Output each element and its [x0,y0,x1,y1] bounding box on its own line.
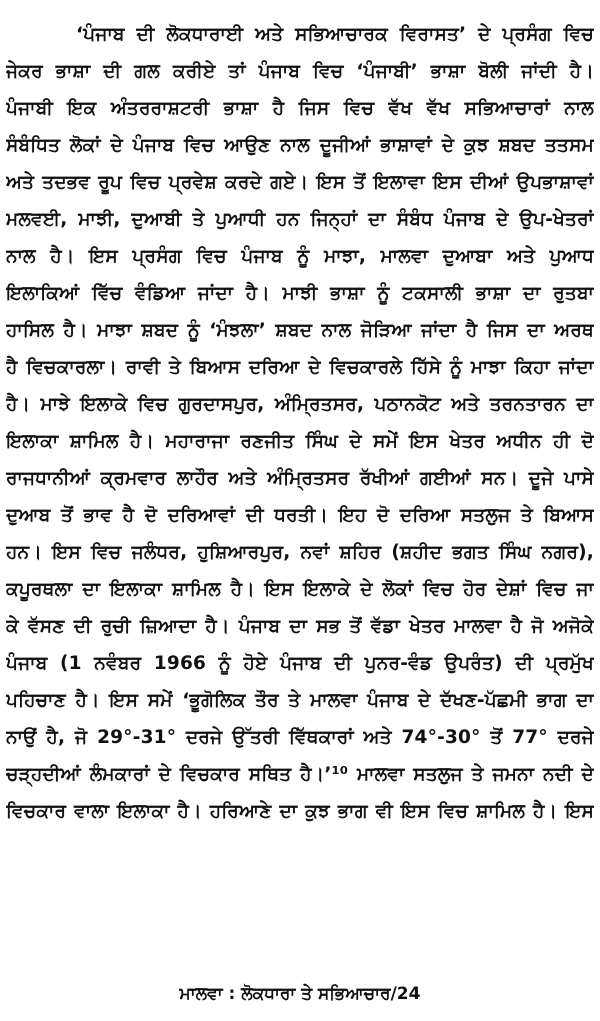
text-line: ਹੈ ਵਿਚਕਾਰਲਾ। ਰਾਵੀ ਤੇ ਬਿਆਸ ਦਰਿਆ ਦੇ ਵਿਚਕਾਰਲੇ ਹਿੱਸੇ ਨੂੰ ਮਾਝਾ ਕਿਹਾ ਜਾਂਦਾ [6,357,594,378]
text-line: ਜੇਕਰ ਭਾਸ਼ਾ ਦੀ ਗਲ ਕਰੀਏ ਤਾਂ ਪੰਜਾਬ ਵਿਚ ‘ਪੰਜਾਬੀ’ ਭਾਸ਼ਾ ਬੋਲੀ ਜਾਂਦੀ ਹੈ। [6,61,594,82]
text-line: ‘ਪੰਜਾਬ ਦੀ ਲੋਕਧਾਰਾਈ ਅਤੇ ਸਭਿਆਚਾਰਕ ਵਿਰਾਸਤ’ ਦੇ ਪ੍ਰਸੰਗ ਵਿਚ [76,24,594,45]
text-line: ਕਪੂਰਥਲਾ ਦਾ ਇਲਾਕਾ ਸ਼ਾਮਿਲ ਹੈ। ਇਸ ਇਲਾਕੇ ਦੇ ਲੋਕਾਂ ਵਿਚ ਹੋਰ ਦੇਸ਼ਾਂ ਵਿਚ ਜਾ [6,579,594,600]
text-line: ਅਤੇ ਤਦਭਵ ਰੂਪ ਵਿਚ ਪ੍ਰਵੇਸ਼ ਕਰਦੇ ਗਏ। ਇਸ ਤੋਂ ਇਲਾਵਾ ਇਸ ਦੀਆਂ ਉਪਭਾਸ਼ਾਵਾਂ [6,172,594,193]
text-line: ਹਨ। ਇਸ ਵਿਚ ਜਲੰਧਰ, ਹੁਸ਼ਿਆਰਪੁਰ, ਨਵਾਂ ਸ਼ਹਿਰ (ਸ਼ਹੀਦ ਭਗਤ ਸਿੰਘ ਨਗਰ), [6,542,594,563]
text-line: ਮਲਵਈ, ਮਾਝੀ, ਦੁਆਬੀ ਤੇ ਪੁਆਧੀ ਹਨ ਜਿਨ੍ਹਾਂ ਦਾ ਸੰਬੰਧ ਪੰਜਾਬ ਦੇ ਉਪ-ਖੇਤਰਾਂ [6,209,594,230]
text-line: ਹੈ। ਮਾਝੇ ਇਲਾਕੇ ਵਿਚ ਗੁਰਦਾਸਪੁਰ, ਅੰਮ੍ਰਿਤਸਰ, ਪਠਾਨਕੋਟ ਅਤੇ ਤਰਨਤਾਰਨ ਦਾ [6,394,594,415]
text-line: ਇਲਾਕਿਆਂ ਵਿੱਚ ਵੰਡਿਆ ਜਾਂਦਾ ਹੈ। ਮਾਝੀ ਭਾਸ਼ਾ ਨੂੰ ਟਕਸਾਲੀ ਭਾਸ਼ਾ ਦਾ ਰੁਤਬਾ [6,283,594,304]
text-line: ਚੜ੍ਹਦੀਆਂ ਲੰਮਕਾਰਾਂ ਦੇ ਵਿਚਕਾਰ ਸਥਿਤ ਹੈ।’¹⁰ ਮਾਲਵਾ ਸਤਲੁਜ ਤੇ ਜਮਨਾ ਨਦੀ ਦੇ [6,764,594,785]
text-line: ਨਾਲ ਹੈ। ਇਸ ਪ੍ਰਸੰਗ ਵਿਚ ਪੰਜਾਬ ਨੂੰ ਮਾਝਾ, ਮਾਲਵਾ ਦੁਆਬਾ ਅਤੇ ਪੁਆਧ [6,246,594,267]
text-line: ਪਹਿਚਾਣ ਹੈ। ਇਸ ਸਮੇਂ ‘ਭੂਗੋਲਿਕ ਤੌਰ ਤੇ ਮਾਲਵਾ ਪੰਜਾਬ ਦੇ ਦੱਖਣ-ਪੱਛਮੀ ਭਾਗ ਦਾ [6,690,594,711]
text-line: ਨਾਉਂ ਹੈ, ਜੋ 29°-31° ਦਰਜੇ ਉੱਤਰੀ ਵਿੱਥਕਾਰਾਂ ਅਤੇ 74°-30° ਤੋਂ 77° ਦਰਜੇ [6,727,594,748]
text-line: ਹਾਸਿਲ ਹੈ। ਮਾਝਾ ਸ਼ਬਦ ਨੂੰ ‘ਮੰਝਲਾ’ ਸ਼ਬਦ ਨਾਲ ਜੋੜਿਆ ਜਾਂਦਾ ਹੈ ਜਿਸ ਦਾ ਅਰਥ [6,320,594,341]
text-line: ਇਲਾਕਾ ਸ਼ਾਮਿਲ ਹੈ। ਮਹਾਰਾਜਾ ਰਣਜੀਤ ਸਿੰਘ ਦੇ ਸਮੇਂ ਇਸ ਖੇਤਰ ਅਧੀਨ ਹੀ ਦੋ [6,431,594,452]
text-line: ਪੰਜਾਬ (1 ਨਵੰਬਰ 1966 ਨੂੰ ਹੋਏ ਪੰਜਾਬ ਦੀ ਪੁਨਰ-ਵੰਡ ਉਪਰੰਤ) ਦੀ ਪ੍ਰਮੁੱਖ [6,653,594,674]
text-line: ਦੁਆਬ ਤੋਂ ਭਾਵ ਹੈ ਦੋ ਦਰਿਆਵਾਂ ਦੀ ਧਰਤੀ। ਇਹ ਦੋ ਦਰਿਆ ਸਤਲੁਜ ਤੇ ਬਿਆਸ [6,505,594,526]
page-footer: ਮਾਲਵਾ : ਲੋਕਧਾਰਾ ਤੇ ਸਭਿਆਚਾਰ/24 [179,984,421,1004]
body-paragraph [6,16,594,830]
text-line: ਪੰਜਾਬੀ ਇਕ ਅੰਤਰਰਾਸ਼ਟਰੀ ਭਾਸ਼ਾ ਹੈ ਜਿਸ ਵਿਚ ਵੱਖ ਵੱਖ ਸਭਿਆਚਾਰਾਂ ਨਾਲ [6,98,594,119]
text-line: ਵਿਚਕਾਰ ਵਾਲਾ ਇਲਾਕਾ ਹੈ। ਹਰਿਆਣੇ ਦਾ ਕੁਝ ਭਾਗ ਵੀ ਇਸ ਵਿਚ ਸ਼ਾਮਿਲ ਹੈ। ਇਸ [6,801,594,822]
text-line: ਕੇ ਵੱਸਣ ਦੀ ਰੁਚੀ ਜ਼ਿਆਦਾ ਹੈ। ਪੰਜਾਬ ਦਾ ਸਭ ਤੋਂ ਵੱਡਾ ਖੇਤਰ ਮਾਲਵਾ ਹੈ ਜੋ ਅਜੋਕੇ [6,616,594,637]
text-line: ਸੰਬੰਧਿਤ ਲੋਕਾਂ ਦੇ ਪੰਜਾਬ ਵਿਚ ਆਉਣ ਨਾਲ ਦੂਜੀਆਂ ਭਾਸ਼ਾਵਾਂ ਦੇ ਕੁਝ ਸ਼ਬਦ ਤਤਸਮ [6,135,594,156]
text-line: ਰਾਜਧਾਨੀਆਂ ਕ੍ਰਮਵਾਰ ਲਾਹੌਰ ਅਤੇ ਅੰਮ੍ਰਿਤਸਰ ਰੱਖੀਆਂ ਗਈਆਂ ਸਨ। ਦੂਜੇ ਪਾਸੇ [6,468,594,489]
